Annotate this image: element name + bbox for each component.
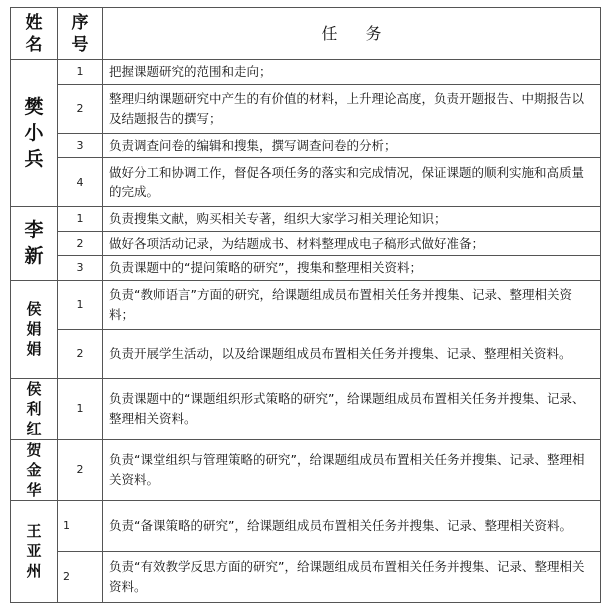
- task-text: 负责“备课策略的研究”，给课题组成员布置相关任务并搜集、记录、整理相关资料。: [103, 500, 601, 551]
- seq-number: 1: [58, 207, 103, 232]
- seq-number: 2: [58, 84, 103, 133]
- seq-number: 4: [58, 158, 103, 207]
- seq-number: 2: [58, 551, 103, 602]
- task-text: 整理归纳课题研究中产生的有价值的材料，上升理论高度，负责开题报告、中期报告以及结题报告的撰写；: [103, 84, 601, 133]
- seq-number: 2: [58, 329, 103, 378]
- header-name-line1: 姓: [25, 12, 43, 33]
- task-text: 负责“教师语言”方面的研究，给课题组成员布置相关任务并搜集、记录、整理相关资料；: [103, 280, 601, 329]
- header-seq: [58, 8, 103, 60]
- seq-number: 3: [58, 256, 103, 281]
- header-row: [11, 8, 601, 60]
- task-text: 做好分工和协调工作，督促各项任务的落实和完成情况，保证课题的顺利实施和高质量的完成。: [103, 158, 601, 207]
- table-row: [11, 133, 601, 158]
- member-name-cell: [11, 280, 58, 378]
- table-row: [11, 500, 601, 551]
- table-row: [11, 207, 601, 232]
- task-assignment-table: [10, 7, 601, 603]
- seq-number: 1: [58, 378, 103, 439]
- table-row: [11, 378, 601, 439]
- header-name-line2: 名: [25, 34, 43, 55]
- task-text: 把握课题研究的范围和走向；: [103, 60, 601, 85]
- table-row: [11, 280, 601, 329]
- member-name: 樊小兵: [24, 96, 44, 170]
- seq-number: 1: [58, 60, 103, 85]
- table-row: [11, 329, 601, 378]
- table-row: [11, 60, 601, 85]
- task-text: 负责开展学生活动，以及给课题组成员布置相关任务并搜集、记录、整理相关资料。: [103, 329, 601, 378]
- task-text: 负责搜集文献，购买相关专著，组织大家学习相关理论知识；: [103, 207, 601, 232]
- table-row: [11, 439, 601, 500]
- task-text: 负责“课堂组织与管理策略的研究”，给课题组成员布置相关任务并搜集、记录、整理相关资料。: [103, 439, 601, 500]
- member-name-cell: [11, 378, 58, 439]
- task-text: 负责调查问卷的编辑和搜集，撰写调查问卷的分析；: [103, 133, 601, 158]
- member-name-cell: [11, 207, 58, 281]
- table-row: [11, 84, 601, 133]
- member-name: 侯娟娟: [26, 300, 42, 358]
- header-name: [11, 8, 58, 60]
- task-text: 做好各项活动记录，为结题成书、材料整理成电子稿形式做好准备；: [103, 231, 601, 256]
- member-name: 侯利红: [26, 379, 42, 438]
- member-name: 王亚州: [26, 522, 42, 580]
- member-name-cell: [11, 500, 58, 602]
- task-text: 负责课题中的“提问策略的研究”，搜集和整理相关资料；: [103, 256, 601, 281]
- table-row: [11, 551, 601, 602]
- header-task: 任务: [103, 8, 601, 60]
- member-name: 李新: [24, 219, 44, 268]
- member-name-cell: [11, 439, 58, 500]
- seq-number: 2: [58, 439, 103, 500]
- task-text: 负责“有效教学反思方面的研究”，给课题组成员布置相关任务并搜集、记录、整理相关资料。: [103, 551, 601, 602]
- seq-number: 1: [58, 280, 103, 329]
- seq-number: 1: [58, 500, 103, 551]
- seq-number: 3: [58, 133, 103, 158]
- member-name: 贺金华: [26, 440, 42, 499]
- task-text: 负责课题中的“课题组织形式策略的研究”，给课题组成员布置相关任务并搜集、记录、整理相关资料。: [103, 378, 601, 439]
- table-row: [11, 158, 601, 207]
- table-row: [11, 231, 601, 256]
- seq-number: 2: [58, 231, 103, 256]
- header-seq-line1: 序: [71, 12, 89, 33]
- header-seq-line2: 号: [71, 34, 89, 55]
- member-name-cell: [11, 60, 58, 207]
- table-row: [11, 256, 601, 281]
